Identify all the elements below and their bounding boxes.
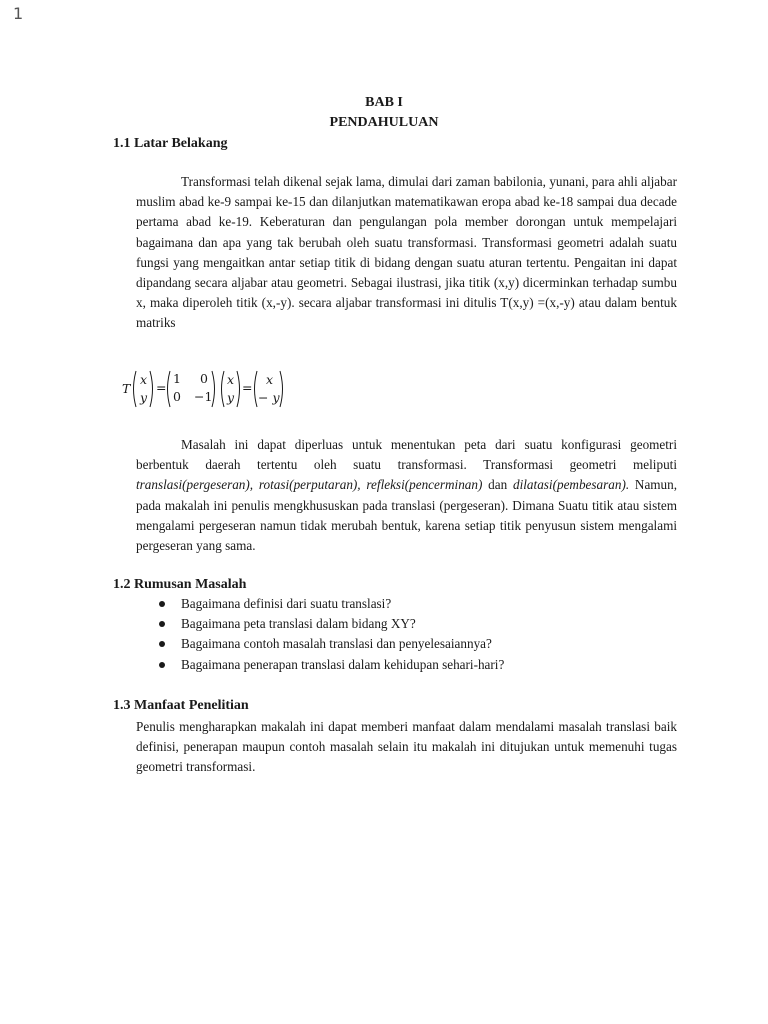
eq-m21: 0 <box>173 389 181 404</box>
bullet-icon <box>159 662 165 668</box>
list-item-text: Bagaimana penerapan translasi dalam kehidupan sehari-hari? <box>181 656 505 672</box>
eq-v1-x: x <box>140 372 148 387</box>
list-item-text: Bagaimana peta translasi dalam bidang XY? <box>181 616 416 632</box>
chapter-number: BAB I <box>365 95 403 110</box>
section-heading-rumusan-masalah: 1.2 Rumusan Masalah <box>113 577 247 592</box>
bracket-right <box>237 371 240 407</box>
list-item <box>136 614 676 634</box>
bracket-left <box>222 371 225 407</box>
eq-v1-y: y <box>140 390 148 405</box>
matrix-equation <box>120 368 290 410</box>
bracket-left <box>134 371 137 407</box>
paragraph-latar-belakang <box>136 172 677 334</box>
eq-m22: −1 <box>194 389 213 404</box>
eq-m12: 0 <box>200 371 208 386</box>
term-dilatasi: dilatasi(pembesaran). <box>513 477 630 493</box>
bracket-left <box>168 371 171 407</box>
section-heading-manfaat-penelitian: 1.3 Manfaat Penelitian <box>113 698 249 713</box>
section-heading-latar-belakang: 1.1 Latar Belakang <box>113 136 228 151</box>
word-dan: dan <box>488 477 508 493</box>
paragraph-manfaat: Penulis mengharapkan makalah ini dapat memberi manfaat dalam mendalami masalah translasi baik definisi, penerapan maupun contoh masalah selain itu makalah ini ditujukan untuk memenuhi tugas geometri transformasi. <box>136 719 677 775</box>
term-translasi: translasi(pergeseran), <box>136 477 254 493</box>
bullet-icon <box>159 601 165 607</box>
bracket-right <box>280 371 283 407</box>
paragraph-text: Masalah ini dapat diperluas untuk menentukan peta dari suatu konfigurasi geometri berbentuk daerah tertentu oleh suatu transformasi. Transformasi geometri meliputi <box>136 437 677 473</box>
bracket-left <box>255 371 258 407</box>
bracket-right <box>150 371 153 407</box>
list-item <box>136 634 676 654</box>
eq-equals-1: = <box>156 380 167 395</box>
term-rotasi: rotasi(perputaran), <box>258 477 361 493</box>
page-number: 1 <box>13 4 24 23</box>
eq-v2-y: y <box>227 390 235 405</box>
bullet-icon <box>159 621 165 627</box>
list-item-text: Bagaimana definisi dari suatu translasi? <box>181 596 392 611</box>
paragraph-text: Transformasi telah dikenal sejak lama, dimulai dari zaman babilonia, yunani, para ahli aljabar muslim abad ke-9 sampai ke-15 dan dilanjutkan matematikawan eropa abad ke-18 sampai dua decade pertama abad ke-19. Keberaturan dan pengulangan pola member dorongan untuk mempelajari bagaimana dan apa yang tak berubah oleh suatu transformasi. Transformasi geometri adalah suatu fungsi yang mengaitkan antar setiap titik di bidang dengan suatu aturan tertentu. Pengaitan ini dapat dipandang secara aljabar atau geometri. Sebagai ilustrasi, jika titik (x,y) dicerminkan terhadap sumbu x, maka diperoleh titik (x,-y). secara aljabar transformasi ini ditulis T(x,y) =(x,-y) atau dalam bentuk matriks <box>136 174 677 331</box>
eq-r-y: − y <box>258 390 280 405</box>
eq-v2-x: x <box>227 372 235 387</box>
eq-m11: 1 <box>173 371 181 386</box>
eq-equals-2: = <box>242 380 253 395</box>
list-item <box>136 594 676 614</box>
list-item <box>136 655 676 675</box>
paragraph-transformasi <box>136 435 677 556</box>
eq-transform-symbol: T <box>122 381 131 396</box>
term-refleksi: refleksi(pencerminan) <box>366 477 483 493</box>
chapter-title: PENDAHULUAN <box>329 115 439 130</box>
bullet-icon <box>159 641 165 647</box>
paragraph-text: Namun, pada makalah ini penulis mengkhususkan pada translasi (pergeseran). Dimana Suatu titik atau sistem mengalami pergeseran namun tidak merubah bentuk, karena setiap titik penyusun sistem mengalami pergeseran yang sama. <box>136 477 678 554</box>
eq-r-x: x <box>266 372 274 387</box>
bullet-list <box>136 594 676 675</box>
list-item-text: Bagaimana contoh masalah translasi dan penyelesaiannya? <box>181 636 492 652</box>
